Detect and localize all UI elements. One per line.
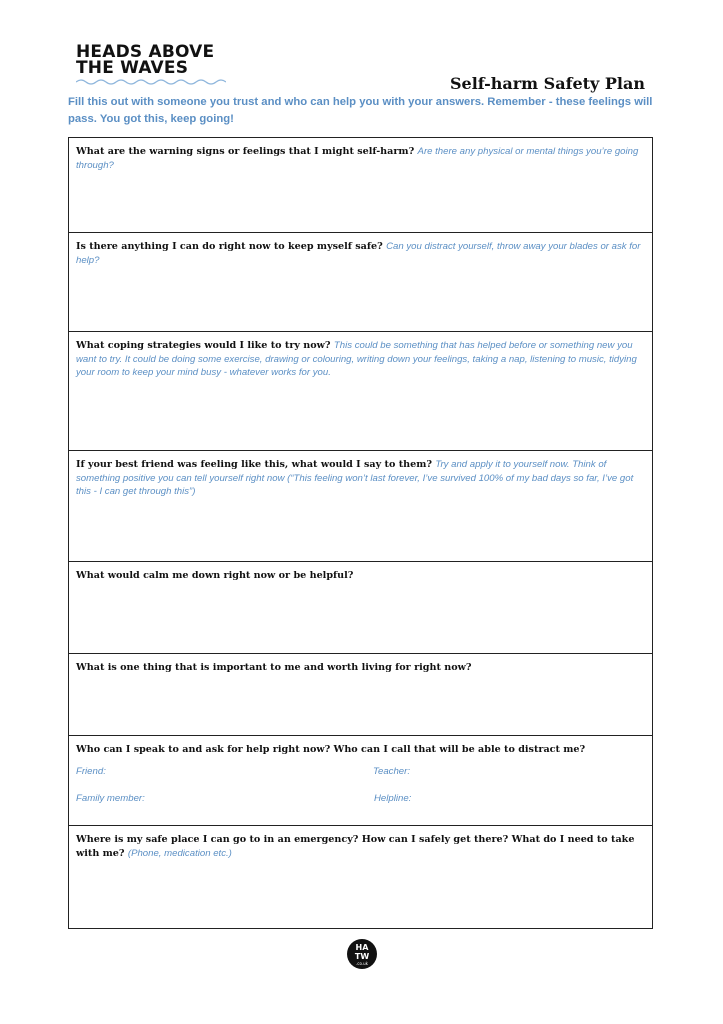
family-member-field[interactable]: Family member:	[76, 793, 145, 804]
section-hint: Try and apply it to yourself now. Think of something positive you can tell yourself right now (“This feeling won’t last forever, I’ve survived 100% of my bad days so far, I’ve got this - I can get through this”)	[76, 459, 634, 497]
section-worth-living-for[interactable]	[69, 654, 652, 736]
helpline-field[interactable]: Helpline:	[374, 793, 412, 804]
friend-field[interactable]: Friend:	[76, 766, 106, 777]
section-question: If your best friend was feeling like this, what would I say to them? Try and apply it to yourself now. Think of something positive you can tell yourself right now (“This feeling won’t last forever, I’ve survived 100% of my bad days so far, I’ve got this - I can get through this”)	[76, 459, 634, 497]
section-question: What would calm me down right now or be helpful?	[76, 570, 354, 581]
wave-icon	[76, 78, 226, 86]
logo-line-2: THE WAVES	[76, 58, 189, 78]
logo-line-1: HEADS ABOVE	[76, 42, 215, 62]
section-hint: Can you distract yourself, throw away your blades or ask for help?	[76, 241, 641, 266]
section-safe-place[interactable]	[69, 826, 652, 930]
safety-plan-form	[68, 137, 653, 929]
section-question: What is one thing that is important to me and worth living for right now?	[76, 662, 472, 673]
section-question: Where is my safe place I can go to in an emergency? How can I safely get there? What do I need to take with me? (Phone, medication etc.)	[76, 834, 635, 859]
section-question: What are the warning signs or feelings that I might self-harm? Are there any physical or mental things you’re going through?	[76, 146, 639, 171]
section-coping-strategies[interactable]	[69, 332, 652, 451]
section-hint: (Phone, medication etc.)	[127, 847, 232, 859]
section-calm-down[interactable]	[69, 562, 652, 654]
section-contacts	[69, 736, 652, 826]
badge-domain: .co.uk	[356, 961, 368, 966]
section-hint: This could be something that has helped before or something new you want to try. It could be doing some exercise, drawing or colouring, writing down your feelings, taking a nap, listening to music, tidying your room to keep your mind busy - whatever works for you.	[76, 340, 637, 378]
section-warning-signs[interactable]	[69, 138, 652, 233]
section-question: Is there anything I can do right now to keep myself safe? Can you distract yourself, throw away your blades or ask for help?	[76, 241, 641, 266]
section-question: What coping strategies would I like to try now? This could be something that has helped before or something new you want to try. It could be doing some exercise, drawing or colouring, writing down your feelings, taking a nap, listening to music, tidying your room to keep your mind busy - whatever works for you.	[76, 340, 637, 378]
badge-text-bottom: TW	[354, 952, 370, 961]
section-stay-safe[interactable]	[69, 233, 652, 332]
heads-above-the-waves-logo	[76, 44, 226, 86]
section-question: Who can I speak to and ask for help right now? Who can I call that will be able to distract me?	[76, 744, 586, 755]
intro-text: Fill this out with someone you trust and who can help you with your answers. Remember - these feelings will pass. You got this, keep going!	[68, 96, 653, 125]
hatw-badge-logo	[347, 939, 377, 969]
teacher-field[interactable]: Teacher:	[373, 766, 410, 777]
page-title: Self-harm Safety Plan	[449, 74, 645, 93]
section-best-friend[interactable]	[69, 451, 652, 562]
badge-text-top: HA	[355, 943, 369, 952]
section-hint: Are there any physical or mental things you’re going through?	[76, 146, 639, 171]
